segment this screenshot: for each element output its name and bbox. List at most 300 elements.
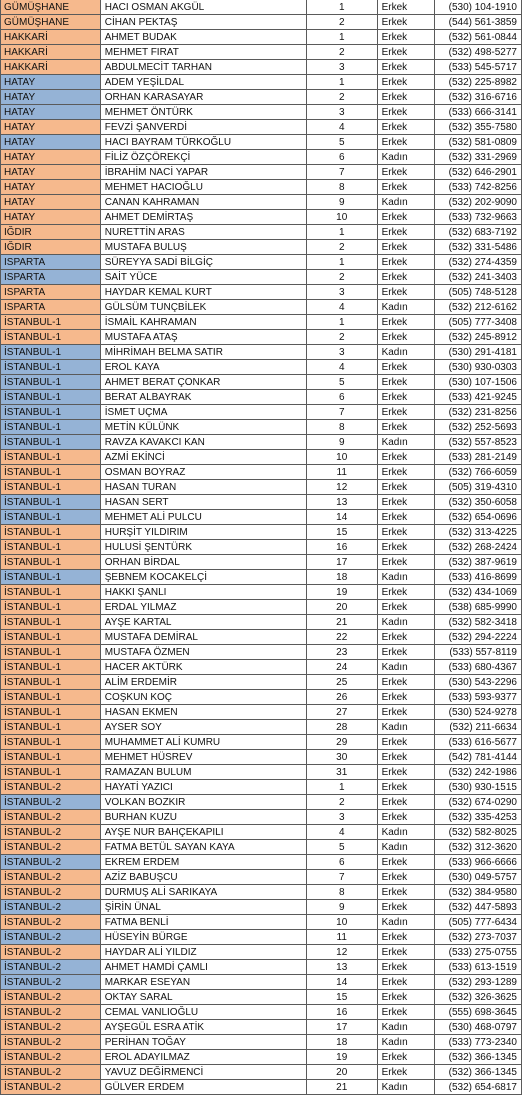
candidate-name-cell: AYSER SOY	[100, 720, 306, 735]
province-cell: İSTANBUL-2	[1, 870, 101, 885]
rank-cell: 27	[306, 705, 377, 720]
table-row	[1, 870, 522, 885]
gender-cell: Erkek	[377, 780, 435, 795]
gender-cell: Erkek	[377, 600, 435, 615]
candidate-name-cell: FATMA BENLİ	[100, 915, 306, 930]
table-row	[1, 765, 522, 780]
gender-cell: Erkek	[377, 180, 435, 195]
rank-cell: 20	[306, 600, 377, 615]
table-row	[1, 195, 522, 210]
gender-cell: Erkek	[377, 315, 435, 330]
province-cell: İSTANBUL-1	[1, 675, 101, 690]
table-row	[1, 615, 522, 630]
rank-cell: 1	[306, 255, 377, 270]
rank-cell: 1	[306, 30, 377, 45]
gender-cell: Erkek	[377, 1050, 435, 1065]
gender-cell: Erkek	[377, 870, 435, 885]
table-row	[1, 660, 522, 675]
rank-cell: 18	[306, 570, 377, 585]
gender-cell: Erkek	[377, 45, 435, 60]
phone-cell: (542) 781-4144	[435, 750, 522, 765]
table-row	[1, 885, 522, 900]
province-cell: İSTANBUL-1	[1, 510, 101, 525]
rank-cell: 1	[306, 780, 377, 795]
province-cell: İSTANBUL-1	[1, 765, 101, 780]
gender-cell: Erkek	[377, 255, 435, 270]
province-cell: İSTANBUL-2	[1, 1005, 101, 1020]
phone-cell: (532) 312-3620	[435, 840, 522, 855]
province-cell: İSTANBUL-1	[1, 495, 101, 510]
province-cell: İSTANBUL-1	[1, 405, 101, 420]
rank-cell: 9	[306, 900, 377, 915]
province-cell: ISPARTA	[1, 285, 101, 300]
gender-cell: Erkek	[377, 975, 435, 990]
rank-cell: 14	[306, 510, 377, 525]
table-row	[1, 270, 522, 285]
phone-cell: (533) 557-8119	[435, 645, 522, 660]
phone-cell: (532) 674-0290	[435, 795, 522, 810]
candidate-name-cell: OSMAN BOYRAZ	[100, 465, 306, 480]
candidate-name-cell: GÜLSÜM TUNÇBİLEK	[100, 300, 306, 315]
table-row	[1, 780, 522, 795]
candidate-name-cell: RAMAZAN BULUM	[100, 765, 306, 780]
province-cell: GÜMÜŞHANE	[1, 0, 101, 15]
table-row	[1, 990, 522, 1005]
candidate-name-cell: MEHMET ÖNTÜRK	[100, 105, 306, 120]
gender-cell: Erkek	[377, 135, 435, 150]
gender-cell: Kadın	[377, 1020, 435, 1035]
table-row	[1, 900, 522, 915]
phone-cell: (532) 245-8912	[435, 330, 522, 345]
gender-cell: Erkek	[377, 705, 435, 720]
rank-cell: 6	[306, 855, 377, 870]
table-row	[1, 495, 522, 510]
rank-cell: 19	[306, 1050, 377, 1065]
rank-cell: 13	[306, 495, 377, 510]
phone-cell: (532) 331-2969	[435, 150, 522, 165]
gender-cell: Erkek	[377, 960, 435, 975]
province-cell: İSTANBUL-1	[1, 720, 101, 735]
rank-cell: 5	[306, 135, 377, 150]
candidate-name-cell: AHMET BERAT ÇONKAR	[100, 375, 306, 390]
table-row	[1, 210, 522, 225]
province-cell: İSTANBUL-2	[1, 945, 101, 960]
rank-cell: 25	[306, 675, 377, 690]
gender-cell: Erkek	[377, 75, 435, 90]
table-row	[1, 135, 522, 150]
rank-cell: 3	[306, 345, 377, 360]
gender-cell: Erkek	[377, 555, 435, 570]
province-cell: İSTANBUL-1	[1, 660, 101, 675]
province-cell: HAKKARİ	[1, 45, 101, 60]
province-cell: İSTANBUL-1	[1, 390, 101, 405]
province-cell: İSTANBUL-2	[1, 795, 101, 810]
gender-cell: Kadın	[377, 615, 435, 630]
rank-cell: 11	[306, 465, 377, 480]
phone-cell: (533) 545-5717	[435, 60, 522, 75]
phone-cell: (532) 313-4225	[435, 525, 522, 540]
gender-cell: Erkek	[377, 765, 435, 780]
table-row	[1, 1065, 522, 1080]
phone-cell: (532) 252-5693	[435, 420, 522, 435]
table-row	[1, 105, 522, 120]
gender-cell: Kadın	[377, 1035, 435, 1050]
rank-cell: 15	[306, 990, 377, 1005]
table-row	[1, 795, 522, 810]
rank-cell: 17	[306, 1020, 377, 1035]
gender-cell: Kadın	[377, 300, 435, 315]
rank-cell: 6	[306, 390, 377, 405]
gender-cell: Erkek	[377, 120, 435, 135]
candidate-name-cell: CEMAL VANLIOĞLU	[100, 1005, 306, 1020]
gender-cell: Kadın	[377, 825, 435, 840]
candidate-name-cell: MEHMET HÜSREV	[100, 750, 306, 765]
phone-cell: (530) 291-4181	[435, 345, 522, 360]
phone-cell: (532) 581-0809	[435, 135, 522, 150]
table-row	[1, 585, 522, 600]
table-row	[1, 60, 522, 75]
table-row	[1, 285, 522, 300]
candidate-name-cell: MUSTAFA ATAŞ	[100, 330, 306, 345]
table-row	[1, 630, 522, 645]
province-cell: HAKKARİ	[1, 30, 101, 45]
province-cell: İSTANBUL-1	[1, 450, 101, 465]
gender-cell: Erkek	[377, 240, 435, 255]
gender-cell: Erkek	[377, 945, 435, 960]
province-cell: HATAY	[1, 120, 101, 135]
candidate-name-cell: ORHAN BİRDAL	[100, 555, 306, 570]
province-cell: İSTANBUL-2	[1, 1035, 101, 1050]
phone-cell: (532) 582-8025	[435, 825, 522, 840]
phone-cell: (532) 366-1345	[435, 1065, 522, 1080]
candidate-name-cell: AHMET HAMDİ ÇAMLI	[100, 960, 306, 975]
province-cell: İSTANBUL-2	[1, 1050, 101, 1065]
rank-cell: 2	[306, 15, 377, 30]
candidate-name-cell: MUSTAFA ÖZMEN	[100, 645, 306, 660]
table-row	[1, 855, 522, 870]
candidate-name-cell: FEVZİ ŞANVERDİ	[100, 120, 306, 135]
candidate-name-cell: HASAN TURAN	[100, 480, 306, 495]
phone-cell: (532) 242-1986	[435, 765, 522, 780]
rank-cell: 2	[306, 270, 377, 285]
candidate-name-cell: MİHRİMAH BELMA SATIR	[100, 345, 306, 360]
candidate-name-cell: DURMUŞ ALİ SARIKAYA	[100, 885, 306, 900]
table-row	[1, 690, 522, 705]
phone-cell: (505) 748-5128	[435, 285, 522, 300]
rank-cell: 3	[306, 105, 377, 120]
phone-cell: (530) 930-0303	[435, 360, 522, 375]
province-cell: HATAY	[1, 165, 101, 180]
phone-cell: (532) 212-6162	[435, 300, 522, 315]
table-row	[1, 450, 522, 465]
phone-cell: (532) 335-4253	[435, 810, 522, 825]
province-cell: HATAY	[1, 105, 101, 120]
table-row	[1, 825, 522, 840]
gender-cell: Kadın	[377, 195, 435, 210]
phone-cell: (533) 281-2149	[435, 450, 522, 465]
phone-cell: (544) 561-3859	[435, 15, 522, 30]
table-row	[1, 945, 522, 960]
rank-cell: 1	[306, 0, 377, 15]
candidate-name-cell: YAVUZ DEĞİRMENCİ	[100, 1065, 306, 1080]
candidate-name-cell: ALİM ERDEMİR	[100, 675, 306, 690]
phone-cell: (532) 387-9619	[435, 555, 522, 570]
phone-cell: (532) 326-3625	[435, 990, 522, 1005]
phone-cell: (533) 416-8699	[435, 570, 522, 585]
rank-cell: 8	[306, 420, 377, 435]
province-cell: ISPARTA	[1, 270, 101, 285]
candidate-name-cell: ŞİRİN ÜNAL	[100, 900, 306, 915]
phone-cell: (532) 202-9090	[435, 195, 522, 210]
gender-cell: Erkek	[377, 210, 435, 225]
phone-cell: (530) 524-9278	[435, 705, 522, 720]
phone-cell: (533) 732-9663	[435, 210, 522, 225]
candidate-name-cell: HAYDAR KEMAL KURT	[100, 285, 306, 300]
phone-cell: (530) 930-1515	[435, 780, 522, 795]
table-row	[1, 330, 522, 345]
table-row	[1, 225, 522, 240]
phone-cell: (532) 316-6716	[435, 90, 522, 105]
gender-cell: Erkek	[377, 165, 435, 180]
table-row	[1, 0, 522, 15]
phone-cell: (530) 468-0797	[435, 1020, 522, 1035]
phone-cell: (505) 777-6434	[435, 915, 522, 930]
gender-cell: Erkek	[377, 375, 435, 390]
table-row	[1, 15, 522, 30]
province-cell: İSTANBUL-1	[1, 615, 101, 630]
rank-cell: 7	[306, 165, 377, 180]
candidate-name-cell: İSMET UÇMA	[100, 405, 306, 420]
table-row	[1, 420, 522, 435]
rank-cell: 16	[306, 540, 377, 555]
rank-cell: 8	[306, 885, 377, 900]
province-cell: İSTANBUL-1	[1, 690, 101, 705]
candidate-name-cell: FİLİZ ÖZÇÖREKÇİ	[100, 150, 306, 165]
phone-cell: (538) 685-9990	[435, 600, 522, 615]
candidate-name-cell: HACER AKTÜRK	[100, 660, 306, 675]
province-cell: IĞDIR	[1, 240, 101, 255]
table-row	[1, 165, 522, 180]
phone-cell: (532) 498-5277	[435, 45, 522, 60]
table-row	[1, 555, 522, 570]
gender-cell: Erkek	[377, 930, 435, 945]
table-row	[1, 675, 522, 690]
rank-cell: 8	[306, 180, 377, 195]
gender-cell: Erkek	[377, 420, 435, 435]
rank-cell: 3	[306, 285, 377, 300]
province-cell: İSTANBUL-2	[1, 885, 101, 900]
phone-cell: (532) 683-7192	[435, 225, 522, 240]
province-cell: İSTANBUL-1	[1, 525, 101, 540]
candidate-name-cell: HACI OSMAN AKGÜL	[100, 0, 306, 15]
province-cell: İSTANBUL-1	[1, 375, 101, 390]
table-row	[1, 540, 522, 555]
province-cell: İSTANBUL-1	[1, 330, 101, 345]
province-cell: İSTANBUL-1	[1, 585, 101, 600]
candidate-name-cell: AHMET BUDAK	[100, 30, 306, 45]
rank-cell: 3	[306, 60, 377, 75]
gender-cell: Kadın	[377, 915, 435, 930]
table-row	[1, 960, 522, 975]
table-row	[1, 570, 522, 585]
rank-cell: 1	[306, 75, 377, 90]
candidate-name-cell: MARKAR ESEYAN	[100, 975, 306, 990]
candidate-name-cell: MEHMET ALİ PULCU	[100, 510, 306, 525]
rank-cell: 1	[306, 315, 377, 330]
gender-cell: Kadın	[377, 1080, 435, 1095]
phone-cell: (532) 561-0844	[435, 30, 522, 45]
table-row	[1, 720, 522, 735]
gender-cell: Erkek	[377, 60, 435, 75]
gender-cell: Erkek	[377, 465, 435, 480]
gender-cell: Kadın	[377, 660, 435, 675]
candidate-name-cell: HASAN EKMEN	[100, 705, 306, 720]
table-row	[1, 90, 522, 105]
rank-cell: 12	[306, 480, 377, 495]
table-row	[1, 375, 522, 390]
phone-cell: (505) 777-3408	[435, 315, 522, 330]
province-cell: İSTANBUL-2	[1, 855, 101, 870]
table-row	[1, 75, 522, 90]
rank-cell: 16	[306, 1005, 377, 1020]
table-row	[1, 390, 522, 405]
candidate-name-cell: İSMAİL KAHRAMAN	[100, 315, 306, 330]
table-row	[1, 480, 522, 495]
candidate-name-cell: HACI BAYRAM TÜRKOĞLU	[100, 135, 306, 150]
province-cell: HATAY	[1, 180, 101, 195]
rank-cell: 11	[306, 930, 377, 945]
rank-cell: 3	[306, 810, 377, 825]
gender-cell: Erkek	[377, 990, 435, 1005]
candidate-name-cell: MUSTAFA BULUŞ	[100, 240, 306, 255]
rank-cell: 4	[306, 300, 377, 315]
rank-cell: 4	[306, 825, 377, 840]
table-row	[1, 30, 522, 45]
phone-cell: (532) 225-8982	[435, 75, 522, 90]
phone-cell: (532) 654-0696	[435, 510, 522, 525]
candidate-name-cell: HULUSİ ŞENTÜRK	[100, 540, 306, 555]
phone-cell: (533) 773-2340	[435, 1035, 522, 1050]
rank-cell: 2	[306, 240, 377, 255]
phone-cell: (533) 666-3141	[435, 105, 522, 120]
rank-cell: 21	[306, 615, 377, 630]
phone-cell: (532) 582-3418	[435, 615, 522, 630]
table-row	[1, 240, 522, 255]
province-cell: İSTANBUL-2	[1, 900, 101, 915]
table-row	[1, 180, 522, 195]
candidate-name-cell: ABDULMECİT TARHAN	[100, 60, 306, 75]
gender-cell: Kadın	[377, 840, 435, 855]
province-cell: İSTANBUL-2	[1, 810, 101, 825]
table-row	[1, 315, 522, 330]
table-row	[1, 345, 522, 360]
phone-cell: (530) 107-1506	[435, 375, 522, 390]
gender-cell: Erkek	[377, 1065, 435, 1080]
phone-cell: (532) 557-8523	[435, 435, 522, 450]
table-row	[1, 120, 522, 135]
province-cell: İSTANBUL-1	[1, 465, 101, 480]
gender-cell: Erkek	[377, 450, 435, 465]
rank-cell: 6	[306, 150, 377, 165]
province-cell: İSTANBUL-1	[1, 705, 101, 720]
rank-cell: 20	[306, 1065, 377, 1080]
table-row	[1, 600, 522, 615]
candidate-name-cell: HASAN SERT	[100, 495, 306, 510]
phone-cell: (533) 421-9245	[435, 390, 522, 405]
phone-cell: (532) 355-7580	[435, 120, 522, 135]
gender-cell: Erkek	[377, 750, 435, 765]
table-row	[1, 1080, 522, 1095]
rank-cell: 22	[306, 630, 377, 645]
phone-cell: (532) 241-3403	[435, 270, 522, 285]
province-cell: İSTANBUL-2	[1, 930, 101, 945]
phone-cell: (533) 613-1519	[435, 960, 522, 975]
gender-cell: Kadın	[377, 720, 435, 735]
phone-cell: (533) 616-5677	[435, 735, 522, 750]
rank-cell: 10	[306, 450, 377, 465]
table-row	[1, 525, 522, 540]
phone-cell: (532) 268-2424	[435, 540, 522, 555]
gender-cell: Erkek	[377, 90, 435, 105]
rank-cell: 5	[306, 840, 377, 855]
province-cell: İSTANBUL-2	[1, 915, 101, 930]
candidate-name-cell: HAKKI ŞANLI	[100, 585, 306, 600]
province-cell: İSTANBUL-1	[1, 645, 101, 660]
gender-cell: Erkek	[377, 690, 435, 705]
gender-cell: Kadın	[377, 345, 435, 360]
candidate-name-cell: HURŞİT YILDIRIM	[100, 525, 306, 540]
gender-cell: Erkek	[377, 105, 435, 120]
table-row	[1, 1035, 522, 1050]
province-cell: HATAY	[1, 195, 101, 210]
candidate-name-cell: AZİZ BABUŞCU	[100, 870, 306, 885]
table-row	[1, 45, 522, 60]
phone-cell: (532) 434-1069	[435, 585, 522, 600]
phone-cell: (505) 319-4310	[435, 480, 522, 495]
gender-cell: Erkek	[377, 540, 435, 555]
gender-cell: Erkek	[377, 0, 435, 15]
rank-cell: 2	[306, 330, 377, 345]
gender-cell: Erkek	[377, 855, 435, 870]
rank-cell: 18	[306, 1035, 377, 1050]
candidate-name-cell: RAVZA KAVAKCI KAN	[100, 435, 306, 450]
gender-cell: Erkek	[377, 585, 435, 600]
province-cell: GÜMÜŞHANE	[1, 15, 101, 30]
candidate-name-cell: EKREM ERDEM	[100, 855, 306, 870]
province-cell: İSTANBUL-1	[1, 360, 101, 375]
candidate-name-cell: OKTAY SARAL	[100, 990, 306, 1005]
province-cell: İSTANBUL-2	[1, 780, 101, 795]
rank-cell: 2	[306, 90, 377, 105]
table-row	[1, 1005, 522, 1020]
candidate-name-cell: METİN KÜLÜNK	[100, 420, 306, 435]
rank-cell: 2	[306, 45, 377, 60]
rank-cell: 10	[306, 210, 377, 225]
phone-cell: (532) 211-6634	[435, 720, 522, 735]
phone-cell: (532) 384-9580	[435, 885, 522, 900]
phone-cell: (532) 766-6059	[435, 465, 522, 480]
candidate-name-cell: AYŞE NUR BAHÇEKAPILI	[100, 825, 306, 840]
province-cell: İSTANBUL-1	[1, 630, 101, 645]
candidate-name-cell: GÜLVER ERDEM	[100, 1080, 306, 1095]
rank-cell: 31	[306, 765, 377, 780]
candidate-name-cell: PERİHAN TOĞAY	[100, 1035, 306, 1050]
gender-cell: Erkek	[377, 645, 435, 660]
phone-cell: (533) 275-0755	[435, 945, 522, 960]
rank-cell: 17	[306, 555, 377, 570]
candidate-name-cell: ERDAL YILMAZ	[100, 600, 306, 615]
table-row	[1, 705, 522, 720]
